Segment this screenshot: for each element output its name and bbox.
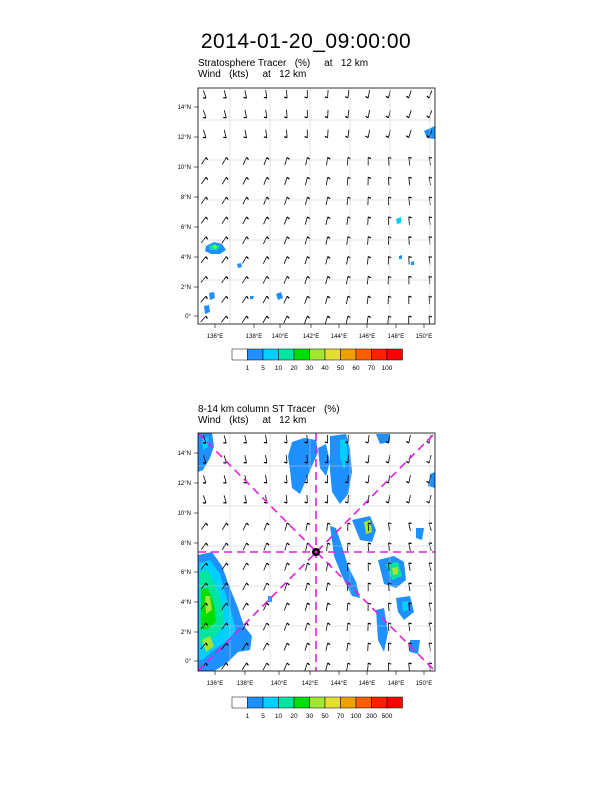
top-lat-label-4n: 4°N — [180, 255, 191, 261]
top-lon-label-146: 146°E — [358, 334, 376, 340]
colorbar-label: 20 — [290, 713, 298, 720]
bottom-lat-label-2n: 2°N — [180, 630, 191, 636]
bottom-lat-label-6n: 6°N — [180, 570, 191, 576]
colorbar-label: 50 — [321, 713, 329, 720]
top-lon-label-142: 142°E — [302, 334, 320, 340]
colorbar-label: 30 — [305, 365, 314, 372]
colorbar-label: 100 — [350, 713, 362, 720]
colorbar-label: 5 — [261, 713, 265, 720]
colorbar-swatch — [263, 697, 279, 708]
top-colorbar — [232, 349, 403, 372]
bottom-lat-label-0: 0° — [185, 659, 191, 665]
top-lon-label-150: 150°E — [415, 334, 433, 340]
colorbar-label: 10 — [274, 713, 283, 720]
bottom-lon-label-142: 142°E — [301, 681, 319, 687]
colorbar-swatch — [294, 349, 310, 360]
colorbar-swatch — [294, 697, 310, 708]
colorbar-swatch — [325, 697, 341, 708]
colorbar-swatch — [341, 349, 357, 360]
colorbar-swatch — [387, 349, 403, 360]
top-lon-label-140: 140°E — [271, 334, 289, 340]
colorbar-swatch — [372, 349, 388, 360]
bottom-lon-label-144: 144°E — [330, 681, 348, 687]
bottom-lat-label-10n: 10°N — [177, 511, 191, 517]
colorbar-label: 70 — [367, 365, 376, 372]
colorbar-label: 200 — [366, 713, 377, 720]
top-lat-label-0: 0° — [185, 314, 191, 320]
top-panel-title-line2: Wind (kts) at 12 km — [198, 69, 307, 80]
top-lon-label-148: 148°E — [387, 334, 405, 340]
bottom-lat-label-12n: 12°N — [177, 481, 191, 487]
top-lat-label-10n: 10°N — [177, 165, 191, 171]
bottom-map-panel — [178, 433, 435, 720]
colorbar-label: 50 — [336, 365, 345, 372]
top-lat-label-14n: 14°N — [177, 105, 191, 111]
colorbar-swatch — [232, 697, 248, 708]
colorbar-swatch — [356, 349, 372, 360]
bottom-lon-label-140: 140°E — [270, 681, 288, 687]
colorbar-label: 100 — [381, 365, 393, 372]
bottom-lon-label-138: 138°E — [236, 681, 254, 687]
storm-center-icon — [312, 548, 320, 556]
colorbar-label: 5 — [261, 365, 265, 372]
colorbar-swatch — [263, 349, 279, 360]
colorbar-swatch — [279, 349, 295, 360]
colorbar-swatch — [387, 697, 403, 708]
bottom-lon-label-136: 136°E — [206, 681, 224, 687]
colorbar-label: 70 — [336, 713, 345, 720]
colorbar-label: 500 — [381, 713, 393, 720]
bottom-lon-label-148: 148°E — [387, 681, 405, 687]
bottom-panel-title-line2: Wind (kts) at 12 km — [198, 415, 307, 426]
colorbar-swatch — [325, 349, 341, 360]
colorbar-label: 20 — [290, 365, 298, 372]
colorbar-swatch — [310, 349, 326, 360]
bottom-panel-title-line1: 8-14 km column ST Tracer (%) — [198, 404, 340, 415]
colorbar-label: 30 — [305, 713, 314, 720]
colorbar-label: 60 — [352, 365, 360, 372]
top-lat-label-8n: 8°N — [180, 195, 191, 201]
colorbar-swatch — [341, 697, 357, 708]
colorbar-swatch — [248, 349, 264, 360]
top-lon-label-144: 144°E — [330, 334, 348, 340]
map-main-title: 2014-01-20_09:00:00 — [200, 30, 412, 53]
top-lat-label-2n: 2°N — [180, 285, 191, 291]
top-map-panel — [178, 88, 435, 372]
colorbar-swatch — [310, 697, 326, 708]
top-lon-label-138: 138°E — [245, 334, 263, 340]
top-lat-label-6n: 6°N — [180, 225, 191, 231]
bottom-lon-label-146: 146°E — [358, 681, 376, 687]
bottom-lat-label-4n: 4°N — [180, 600, 191, 606]
colorbar-swatch — [248, 697, 264, 708]
bottom-colorbar — [232, 697, 403, 720]
top-lat-label-12n: 12°N — [177, 135, 191, 141]
colorbar-label: 1 — [245, 365, 250, 372]
colorbar-label: 40 — [321, 365, 329, 372]
colorbar-swatch — [372, 697, 388, 708]
bottom-lat-label-14n: 14°N — [177, 451, 191, 457]
top-panel-title-line1: Stratosphere Tracer (%) at 12 km — [198, 58, 369, 69]
colorbar-swatch — [279, 697, 295, 708]
colorbar-swatch — [232, 349, 248, 360]
top-lon-label-136: 136°E — [206, 334, 224, 340]
colorbar-swatch — [356, 697, 372, 708]
colorbar-label: 1 — [245, 713, 250, 720]
bottom-lat-label-8n: 8°N — [180, 541, 191, 547]
bottom-lon-label-150: 150°E — [415, 681, 433, 687]
colorbar-label: 10 — [274, 365, 283, 372]
